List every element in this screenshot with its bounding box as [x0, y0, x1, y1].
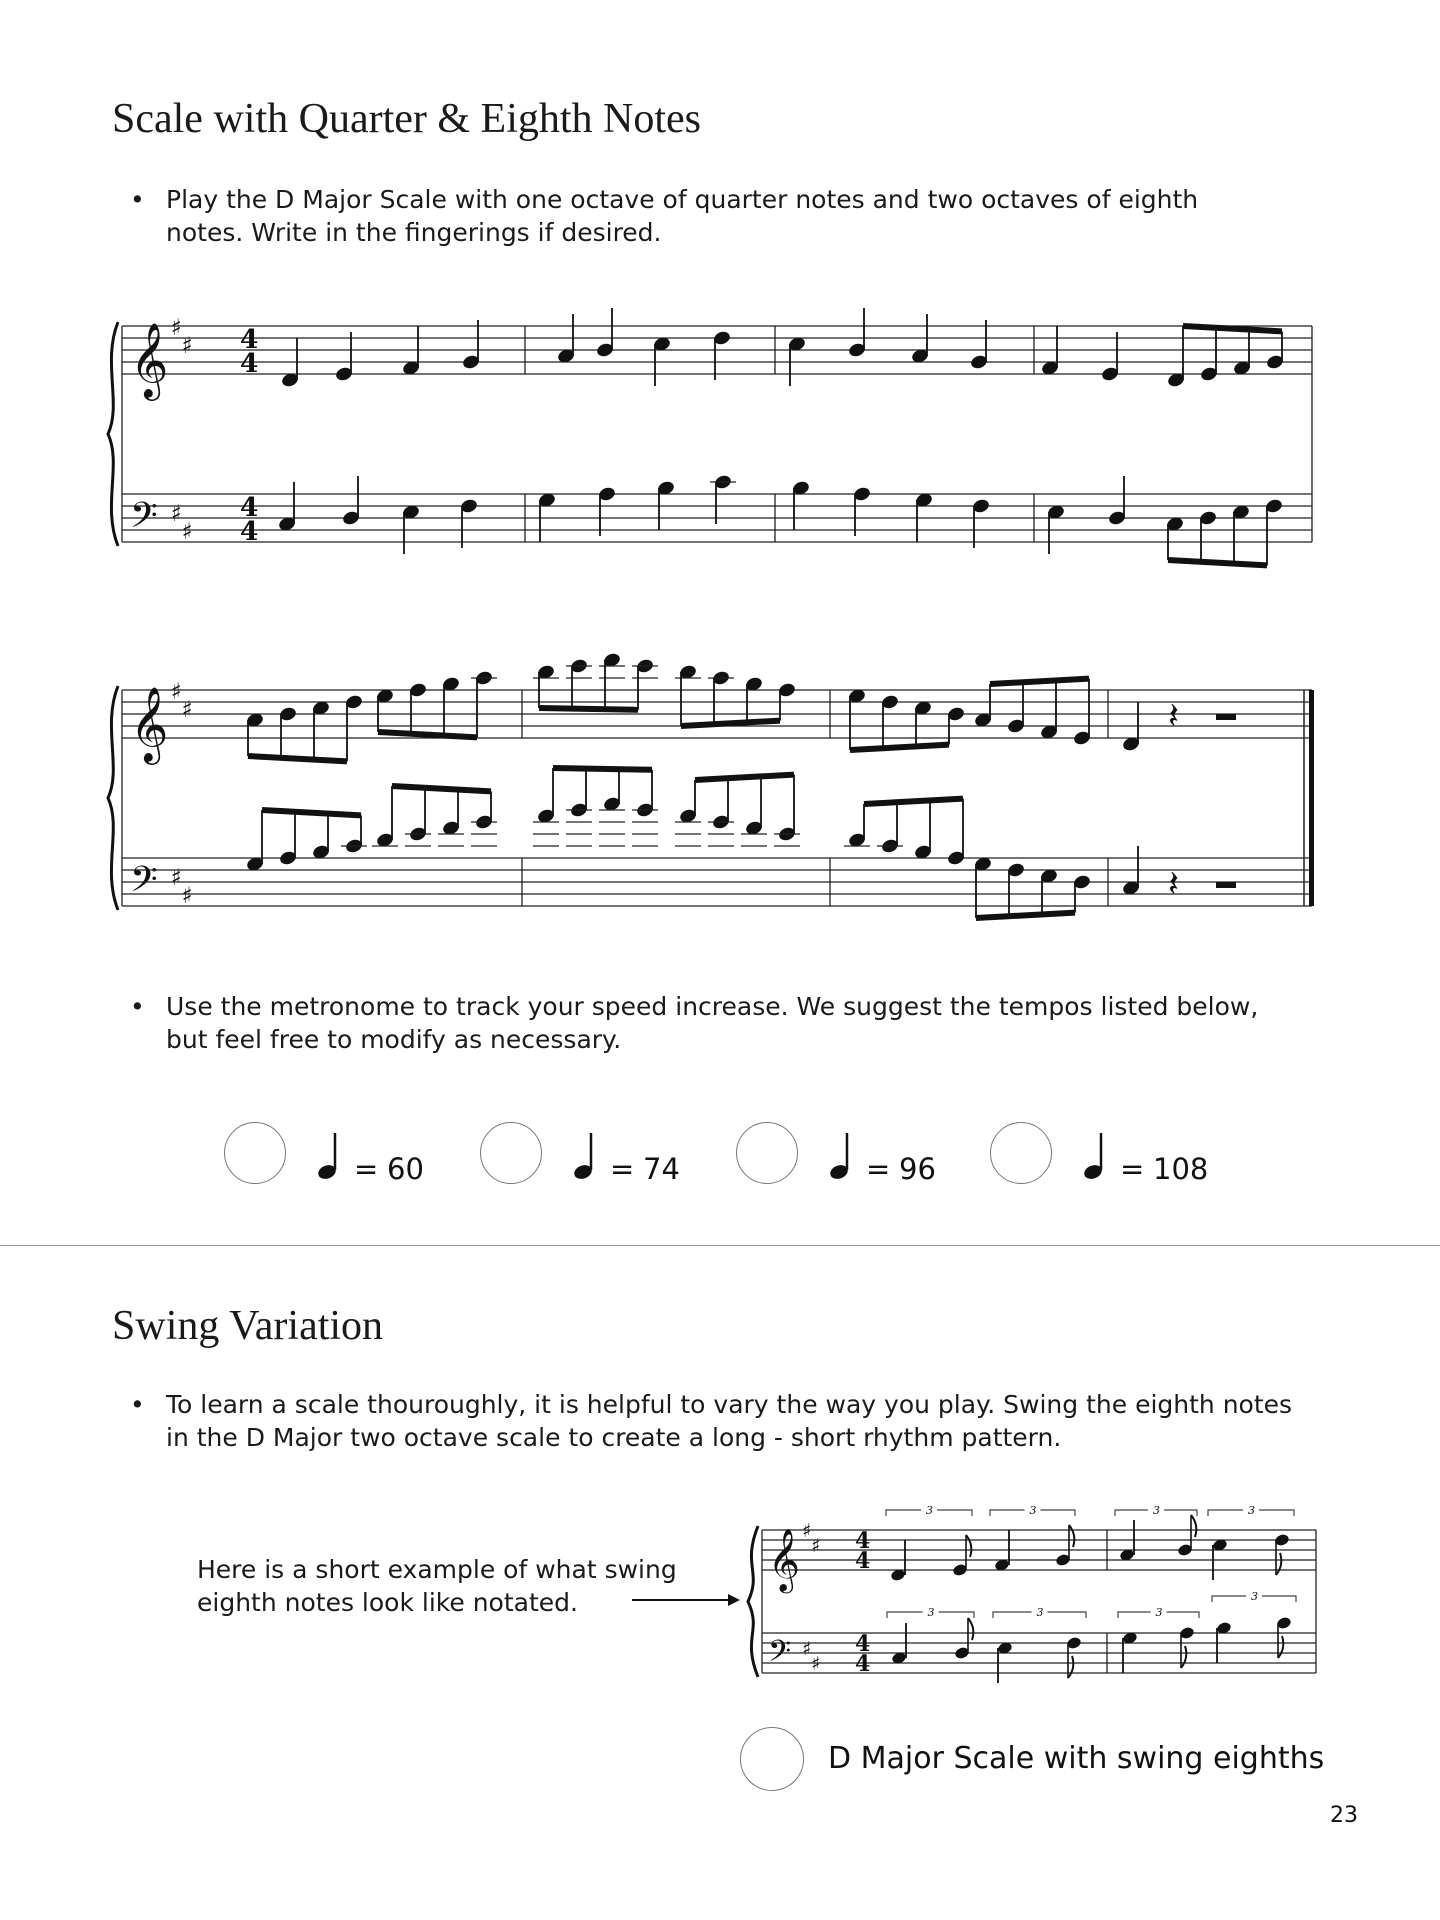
- section-title-swing: Swing Variation: [112, 1303, 384, 1349]
- triplet-label: 3: [1251, 1590, 1258, 1603]
- swing-checkbox-circle[interactable]: [740, 1727, 804, 1791]
- treble-clef-icon: 𝄞: [130, 687, 169, 762]
- triplet-label: 3: [1155, 1606, 1163, 1619]
- bass-clef-icon: 𝄢: [130, 859, 158, 909]
- time-signature-bottom: 4: [240, 348, 259, 379]
- tempo-bpm: 60: [387, 1152, 424, 1186]
- triplet-label: 3: [1029, 1504, 1037, 1517]
- sharp-icon: ♯: [170, 314, 182, 341]
- triplet-label: 3: [1248, 1504, 1255, 1517]
- quarter-rest-icon: 𝄽: [1168, 864, 1180, 905]
- time-signature-top: 4: [240, 324, 259, 355]
- bullet-text-line: but feel free to modify as necessary.: [166, 1025, 622, 1054]
- swing-checklist-label: D Major Scale with swing eighths: [828, 1741, 1325, 1776]
- swing-checklist-item: [740, 1727, 1380, 1797]
- sharp-icon: ♯: [181, 882, 193, 909]
- bullet-dot: •: [130, 992, 145, 1021]
- section-title-scale: Scale with Quarter & Eighth Notes: [112, 96, 702, 142]
- time-signature-bottom: 4: [855, 1651, 871, 1677]
- sharp-icon: ♯: [181, 696, 193, 723]
- time-signature-bottom: 4: [240, 516, 259, 547]
- tempo-bpm: 108: [1153, 1152, 1209, 1186]
- sharp-icon: ♯: [802, 1520, 812, 1542]
- tempo-equals: =: [610, 1152, 635, 1186]
- triplet-label: 3: [1153, 1504, 1160, 1517]
- time-signature-top: 4: [855, 1631, 871, 1657]
- tempo-equals: =: [354, 1152, 379, 1186]
- time-signature-top: 4: [240, 492, 259, 523]
- page-number: 23: [1330, 1803, 1358, 1828]
- time-signature-top: 4: [855, 1528, 871, 1554]
- bullet-dot: •: [130, 1390, 145, 1419]
- time-signature-bottom: 4: [855, 1548, 871, 1574]
- treble-clef-icon: 𝄞: [768, 1528, 800, 1591]
- sharp-icon: ♯: [170, 500, 182, 527]
- bullet-dot: •: [130, 185, 145, 214]
- caption-line: eighth notes look like notated.: [197, 1588, 578, 1617]
- sharp-icon: ♯: [170, 678, 182, 705]
- triplet-label: 3: [926, 1504, 933, 1517]
- tempo-bpm: 96: [899, 1152, 936, 1186]
- triplet-label: 3: [1036, 1606, 1044, 1619]
- bullet-text-line: To learn a scale thouroughly, it is helpful to vary the way you play. Swing the eighth notes: [166, 1390, 1293, 1419]
- triplet-label: 3: [927, 1606, 935, 1619]
- bullet-text-line: Play the D Major Scale with one octave of quarter notes and two octaves of eighth: [166, 185, 1199, 214]
- tempo-equals: =: [1120, 1152, 1145, 1186]
- bass-clef-icon: 𝄢: [768, 1635, 792, 1676]
- tempo-equals: =: [866, 1152, 891, 1186]
- sharp-icon: ♯: [181, 332, 193, 359]
- sharp-icon: ♯: [170, 864, 182, 891]
- treble-clef-icon: 𝄞: [130, 323, 169, 398]
- sharp-icon: ♯: [181, 518, 193, 545]
- tempo-bpm: 74: [643, 1152, 680, 1186]
- bullet-text-line: notes. Write in the fingerings if desired.: [166, 218, 662, 247]
- sharp-icon: ♯: [811, 1535, 821, 1557]
- bullet-text-line: Use the metronome to track your speed increase. We suggest the tempos listed below,: [166, 992, 1259, 1021]
- sharp-icon: ♯: [802, 1638, 812, 1660]
- bass-clef-icon: 𝄢: [130, 495, 158, 545]
- sharp-icon: ♯: [811, 1653, 821, 1675]
- bullet-text-line: in the D Major two octave scale to create a long - short rhythm pattern.: [166, 1423, 1062, 1452]
- caption-line: Here is a short example of what swing: [197, 1555, 677, 1584]
- quarter-rest-icon: 𝄽: [1168, 696, 1180, 737]
